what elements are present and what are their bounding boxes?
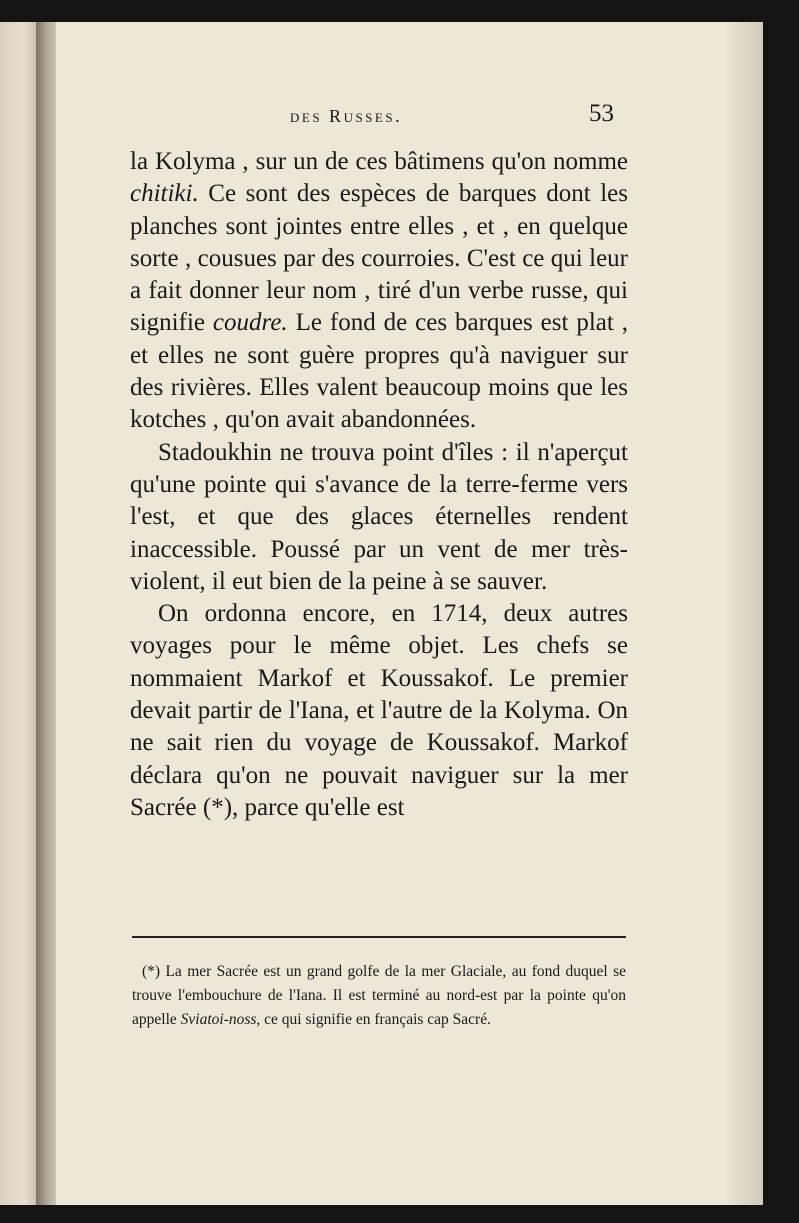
p1-text-middle: Ce sont des espèces de barques dont les planches sont jointes entre elles , et , en quelque sorte , cousues par des courroies. C'est ce qui leur a fait donner leur nom , tiré d'un verbe russe, qui signifie <box>130 180 628 337</box>
p1-italic-coudre: coudre. <box>212 309 288 337</box>
footnote-text-end: , ce qui signifie en français cap Sacré. <box>256 1011 491 1028</box>
paragraph-1 <box>130 146 628 437</box>
body-text <box>130 146 628 824</box>
running-head: des Russes. <box>290 106 403 126</box>
paragraph-2: Stadoukhin ne trouva point d'îles : il n'aperçut qu'une pointe qui s'avance de la terre-ferme vers l'est, et que des glaces éternelles rendent inaccessible. Poussé par un vent de mer très-violent, il eut bien de la peine à se sauver. <box>130 438 628 595</box>
footnote-paragraph <box>132 960 626 1032</box>
page-edge-shadow <box>723 22 763 1205</box>
paragraph-3: On ordonna encore, en 1714, deux autres voyages pour le même objet. Les chefs se nommaient Markof et Koussakof. Le premier devait partir de l'Iana, et l'autre de la Kolyma. On ne sait rien du voyage de Koussakof. Markof déclara qu'on ne pouvait naviguer sur la mer Sacrée (*), parce qu'elle est <box>130 600 628 821</box>
page-number: 53 <box>589 100 614 127</box>
footnote <box>132 960 626 1032</box>
book-page <box>56 22 763 1205</box>
p1-italic-chitiki: chitiki. <box>130 180 199 208</box>
footnote-text-start: (*) La mer Sacrée est un grand golfe de la mer Glaciale, au fond duquel se trouve l'embouchure de l'Iana. Il est terminé au nord-est par la pointe qu'on appelle <box>132 963 626 1028</box>
p1-text-end: Le fond de ces barques est plat , et elles ne sont guère propres qu'à naviguer sur des rivières. Elles valent beaucoup moins que les kotches , qu'on avait abandonnées. <box>130 309 628 434</box>
footnote-italic-place: Sviatoi-noss <box>180 1011 257 1028</box>
p1-text-start: la Kolyma , sur un de ces bâtimens qu'on nomme <box>130 148 628 175</box>
footnote-rule <box>132 936 626 938</box>
